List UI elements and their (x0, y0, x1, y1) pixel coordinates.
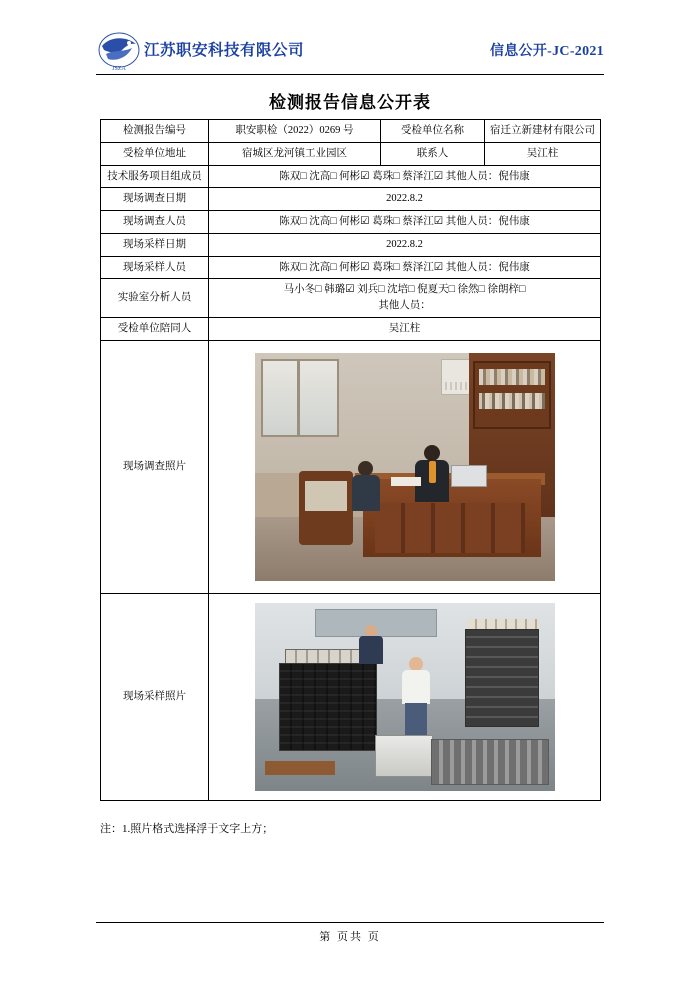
survey-date-label: 现场调查日期 (101, 188, 209, 211)
contact-label: 联系人 (381, 142, 485, 165)
header-divider (96, 74, 604, 75)
table-row (101, 256, 601, 279)
accompany-label: 受检单位陪同人 (101, 317, 209, 340)
report-no-value: 职安职检（2022）0269 号 (209, 120, 381, 143)
sampling-date-label: 现场采样日期 (101, 233, 209, 256)
document-code: 信息公开-JC-2021 (489, 44, 604, 59)
bottle-on-desk (429, 461, 436, 483)
table-row (101, 279, 601, 318)
sampling-date-value: 2022.8.2 (209, 233, 601, 256)
table-row (101, 317, 601, 340)
page-title: 检测报告信息公开表 (269, 93, 431, 112)
table-row (101, 188, 601, 211)
accompany-value: 吴江柱 (209, 317, 601, 340)
brick-stack-left (279, 663, 377, 751)
address-label: 受检单位地址 (101, 142, 209, 165)
person-seated-left (351, 461, 381, 513)
sampling-staff-label: 现场采样人员 (101, 256, 209, 279)
sampling-photo-image (255, 603, 555, 791)
page-header (96, 28, 604, 74)
survey-staff-value: 陈双□ 沈高□ 何彬☑ 葛珠□ 蔡泽江☑ 其他人员：倪伟康 (209, 211, 601, 234)
client-label: 受检单位名称 (381, 120, 485, 143)
report-no-label: 检测报告编号 (101, 120, 209, 143)
table-row (101, 211, 601, 234)
eagle-logo-icon (96, 28, 142, 74)
report-info-table (100, 119, 601, 801)
client-value: 宿迁立新建材有限公司 (485, 120, 601, 143)
table-row-photo (101, 340, 601, 593)
lab-analyst-line2: 其他人员： (378, 300, 431, 311)
tech-team-label: 技术服务项目组成员 (101, 165, 209, 188)
lab-analyst-line1: 马小冬□ 韩璐☑ 刘兵□ 沈培□ 倪夏天□ 徐然□ 徐朗梓□ (283, 284, 526, 296)
table-row (101, 120, 601, 143)
company-name: 江苏职安科技有限公司 (144, 42, 305, 59)
survey-date-value: 2022.8.2 (209, 188, 601, 211)
conveyor-belt (431, 739, 549, 785)
contact-value: 吴江柱 (485, 142, 601, 165)
tech-team-value: 陈双□ 沈高□ 何彬☑ 葛珠□ 蔡泽江☑ 其他人员：倪伟康 (209, 165, 601, 188)
pallet (265, 761, 335, 775)
table-row-photo (101, 593, 601, 800)
survey-staff-label: 现场调查人员 (101, 211, 209, 234)
sampling-photo-cell (209, 593, 601, 800)
table-row (101, 165, 601, 188)
sampling-equipment (375, 735, 433, 777)
sampling-staff-value: 陈双□ 沈高□ 何彬☑ 葛珠□ 蔡泽江☑ 其他人员：倪伟康 (209, 256, 601, 279)
office-chair (299, 471, 353, 545)
table-row (101, 142, 601, 165)
survey-photo-label: 现场调查照片 (101, 340, 209, 593)
office-window (261, 359, 339, 437)
lab-analyst-value (209, 279, 601, 318)
worker-background (359, 625, 383, 673)
bookshelf (473, 361, 551, 429)
footnote: 注：1.照片格式选择浮于文字上方； (100, 823, 274, 835)
lab-analyst-label: 实验室分析人员 (101, 279, 209, 318)
table-row (101, 233, 601, 256)
brick-stack-right (465, 629, 539, 727)
page-number: 第 页共 页 (319, 931, 381, 943)
address-value: 宿城区龙河镇工业园区 (209, 142, 381, 165)
survey-photo-cell (209, 340, 601, 593)
desk-front-panel (375, 503, 525, 553)
footer-divider (96, 922, 604, 923)
sampling-photo-label: 现场采样照片 (101, 593, 209, 800)
documents-on-desk (391, 477, 421, 486)
svg-text:JSZA: JSZA (112, 66, 126, 72)
laptop-on-desk (451, 465, 487, 487)
survey-photo-image (255, 353, 555, 581)
worker-foreground (401, 657, 431, 741)
